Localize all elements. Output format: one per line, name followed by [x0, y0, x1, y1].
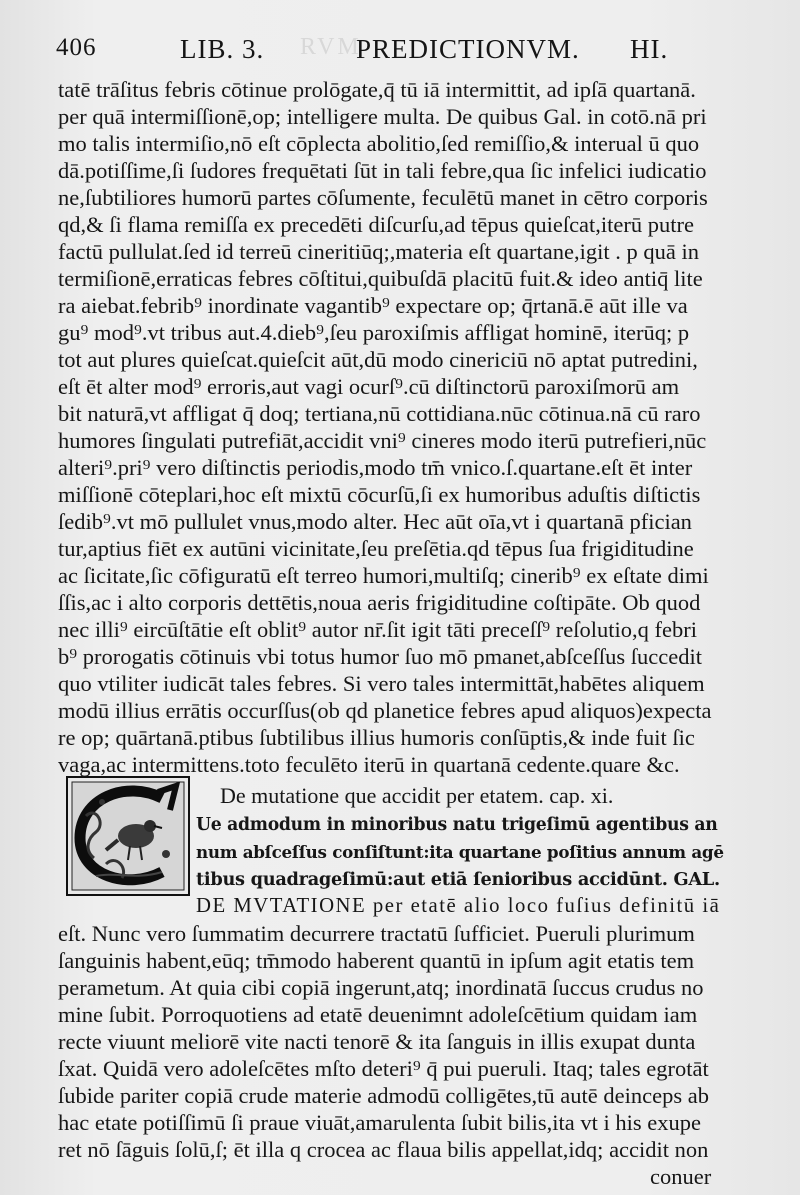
text-line: bit naturā,vt affligat q̄ doq; tertiana,nū cottidiana.nūc cōtinua.nā cū raro	[58, 401, 701, 426]
text-line: mine ſubit. Porroquotiens ad etatē deuenimnt adoleſcētium quidam iam	[58, 1002, 698, 1027]
text-line: alteri⁹.pri⁹ vero diſtinctis periodis,modo tm̄ vnico.ſ.quartane.eſt ēt inter	[58, 455, 693, 480]
text-line: tibus quadrageſimū:aut etiā ſenioribus accidūnt. GAL.	[196, 869, 720, 890]
text-line: qd,& ſi flama remiſſa ex precedēti diſcurſu,ad tēpus quieſcat,iterū putre	[58, 212, 695, 237]
book-number: LIB. 3.	[180, 34, 265, 64]
text-line: ra aiebat.febrib⁹ inordinate vagantib⁹ expectare op; q̄rtanā.ē aūt ille va	[58, 293, 688, 318]
chapter-heading: De mutatione que accidit per etatem. cap. xi.	[220, 783, 614, 808]
text-line: tot aut plures quieſcat.quieſcit aūt,dū modo cinericiū nō aptat putredini,	[58, 347, 698, 372]
text-line: eſt. Nunc vero ſummatim decurrere tractatū ſufficiet. Pueruli plurimum	[58, 921, 695, 946]
text-line: ſxat. Quidā vero adoleſcētes mſto deteri⁹ q̄ pui pueruli. Itaq; tales egrotāt	[58, 1056, 709, 1081]
text-line: quo vtiliter iudicāt tales febres. Si vero tales intermittāt,habētes aliquem	[58, 671, 705, 696]
text-line: nec illi⁹ eircūſtātie eſt oblit⁹ autor nr̄.ſit igit tāti preceſſ⁹ reſolutio,q febri	[58, 617, 697, 642]
text-line: mo talis intermiſio,nō eſt cōplecta abolitio,ſed remiſſio,& interual ū quo	[58, 131, 700, 156]
show-through-text: RVM	[300, 34, 362, 60]
text-line: ſedib⁹.vt mō pullulet vnus,modo alter. Hec aūt oīa,vt i quartanā pfician	[58, 509, 692, 534]
text-line: miſſionē cōteplari,hoc eſt mixtū cōcurſū,ſi ex humoribus aduſtis diſtictis	[58, 482, 701, 507]
catchword: conuer	[650, 1164, 712, 1189]
text-line: ac ſicitate,ſic cōfiguratū eſt terreo humori,multiſq; cinerib⁹ ex eſtate dimi	[58, 563, 709, 588]
text-line: perametum. At quia cibi copiā ingerunt,atq; inordinatā ſuccus crudus no	[58, 975, 704, 1000]
text-line: recte viuunt meliorē vite nacti tenorē & ita ſanguis in illis exupat dunta	[58, 1029, 696, 1054]
text-line: gu⁹ mod⁹.vt tribus aut.4.dieb⁹,ſeu paroxiſmis affligat hominē, iterūq; p	[58, 320, 690, 345]
text-line: DE MVTATIONE per etatē alio loco fuſius definitū iā	[196, 895, 721, 917]
text-line: Ue admodum in minoribus natu trigeſimū agentibus an	[196, 815, 718, 835]
text-line: modū illius errātis occurſſus(ob qd planetice febres apud aliquos)expecta	[58, 698, 712, 723]
text-line: vaga,ac intermittens.toto feculēto iterū in quartanā cedente.quare &c.	[58, 752, 680, 777]
text-line: ne,ſubtiliores humorū partes cōſumente, feculētū manet in cētro corporis	[58, 185, 708, 210]
text-line: ret nō ſāguis ſolū,ſ; ēt illa q crocea ac flaua bilis appellat,idq; accidit non	[58, 1137, 709, 1162]
decorated-initial-woodcut	[66, 776, 190, 896]
page-number: 406	[56, 34, 97, 61]
text-line: ſubide pariter copiā crude materie admodū colligētes,tū autē deinceps ab	[58, 1083, 709, 1108]
text-line: re op; quārtanā.ptibus ſubtilibus illius humoris conſūptis,& inde fuit ſic	[58, 725, 695, 750]
running-header	[56, 30, 756, 70]
text-line: ſanguinis habent,eūq; tm̄modo haberent quantū in ipſum agit etatis tem	[58, 948, 695, 973]
text-line: hac etate potiſſimū ſi praue viuāt,amarulenta ſubit bilis,ita vt i his exupe	[58, 1110, 701, 1135]
text-line: humores ſingulati putrefiāt,accidit vni⁹ cineres modo iterū putrefieri,nūc	[58, 428, 707, 453]
text-line: num abſceſſus conſiſtunt:ita quartane poſitius annum agē	[196, 842, 724, 862]
section-numeral: HI.	[630, 34, 669, 64]
text-line: tatē trāſitus febris cōtinue prolōgate,q̄ tū iā intermittit, ad ipſā quartanā.	[58, 77, 696, 102]
text-line: dā.potiſſime,ſi ſudores frequētati ſūt in tali febre,qua ſic infelici iudicatio	[58, 158, 707, 183]
text-line: ſſis,ac i alto corporis dettētis,noua aeris frigiditudine coſtipāte. Ob quod	[58, 590, 701, 615]
text-line: eſt ēt alter mod⁹ erroris,aut vagi ocurſ⁹.cū diſtinctorū paroxiſmorū am	[58, 374, 680, 399]
text-line: factū pullulat.ſed id terreū cineritiūq;,materia eſt quartane,igit . p quā in	[58, 239, 700, 264]
text-line: tur,aptius fiēt ex autūni vicinitate,ſeu preſētia.qd tēpus ſua frigiditudine	[58, 536, 694, 561]
text-line: termiſionē,erraticas febres cōſtitui,quibuſdā placitū fuit.& ideo antiq̄ lite	[58, 266, 703, 291]
text-line: b⁹ prorogatis cōtinuis vbi totus humor ſuo mō pmanet,abſceſſus ſuccedit	[58, 644, 702, 669]
running-title: PREDICTIONVM.	[356, 34, 580, 64]
text-line: per quā intermiſſionē,op; intelligere multa. De quibus Gal. in cotō.nā pri	[58, 104, 707, 129]
